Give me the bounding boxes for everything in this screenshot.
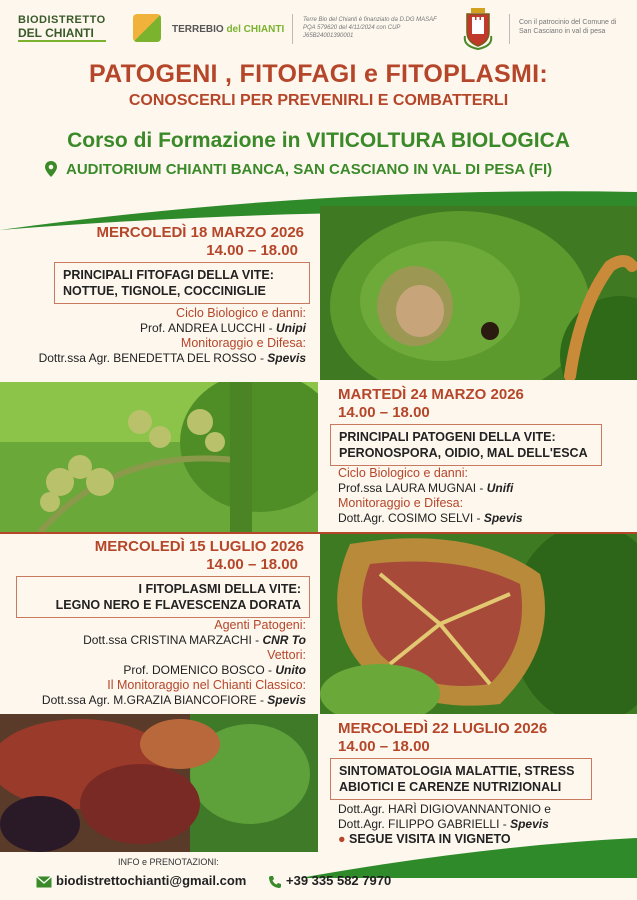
session-1-topic-line2: NOTTUE, TIGNOLE, COCCINIGLIE	[63, 284, 266, 298]
session-4-topic	[330, 758, 592, 800]
session-4-time: 14.00 – 18.00	[338, 738, 430, 755]
phone-icon	[268, 875, 282, 889]
email-icon	[36, 876, 52, 888]
session-2-topic-line2: PERONOSPORA, OIDIO, MAL DELL'ESCA	[339, 446, 588, 460]
session-2-speakers	[338, 466, 523, 526]
terrebio-leaf-icon	[133, 14, 161, 42]
email-address[interactable]: biodistrettochianti@gmail.com	[56, 873, 247, 888]
session-2-date: MARTEDÌ 24 MARZO 2026	[338, 386, 524, 403]
course-title: Corso di Formazione in VITICOLTURA BIOLOGICA	[67, 129, 570, 152]
session-1-speaker-2: Dottr.ssa Agr. BENEDETTA DEL ROSSO - Spevis	[38, 351, 306, 365]
session-3-speaker-2: Prof. DOMENICO BOSCO - Unito	[123, 663, 306, 677]
logo-divider	[292, 14, 293, 44]
session-3-speaker-1: Dott.ssa CRISTINA MARZACHI - CNR To	[83, 633, 306, 647]
session-1-date: MERCOLEDÌ 18 MARZO 2026	[96, 224, 304, 241]
financing-note: Terre Bio del Chianti è finanziato da D.DG MASAF PQA 579620 del 4/11/2024 con CUP J65B24001390001	[303, 17, 437, 39]
venue: AUDITORIUM CHIANTI BANCA, SAN CASCIANO IN VAL DI PESA (FI)	[66, 161, 553, 178]
session-2-panel	[320, 382, 637, 532]
grape-moth-larva-photo	[320, 206, 637, 380]
session-3-topic-line2: LEGNO NERO E FLAVESCENZA DORATA	[55, 598, 301, 612]
phone-number[interactable]: +39 335 582 7970	[286, 873, 392, 888]
session-4-note: ● SEGUE VISITA IN VIGNETO	[338, 832, 511, 846]
session-1-time: 14.00 – 18.00	[206, 242, 298, 259]
session-2-time: 14.00 – 18.00	[338, 404, 430, 421]
terrebio-logo-text: TERREBIO del CHIANTI	[172, 24, 285, 35]
biodistretto-logo-line1: BIODISTRETTO	[18, 14, 106, 26]
session-1-label-2: Monitoraggio e Difesa:	[180, 336, 306, 350]
session-2-topic-line1: PRINCIPALI PATOGENI DELLA VITE:	[339, 430, 556, 444]
logo-bar	[0, 0, 637, 62]
session-4-panel	[320, 714, 637, 852]
session-2-speaker-1: Prof.ssa LAURA MUGNAI - Unifi	[338, 481, 514, 495]
grape-flower-cluster-photo	[0, 382, 318, 532]
patronage-note: Con il patrocinio del Comune di San Casciano in val di pesa	[519, 19, 617, 35]
session-3-label-2: Vettori:	[267, 648, 306, 662]
session-3-label-1: Agenti Patogeni:	[214, 618, 306, 632]
main-title: PATOGENI , FITOFAGI e FITOPLASMI:	[88, 60, 548, 88]
session-1-topic	[54, 262, 310, 304]
bullet-icon: ●	[338, 832, 350, 846]
session-4-speaker-2: Dott.Agr. FILIPPO GABRIELLI - Spevis	[338, 817, 549, 831]
email-contact[interactable]	[36, 873, 246, 888]
vineyard-red-leaves-photo	[0, 714, 318, 852]
footer-swoosh	[0, 838, 637, 878]
session-3-speaker-3: Dott.ssa Agr. M.GRAZIA BIANCOFIORE - Spevis	[41, 693, 306, 707]
session-2-speaker-2: Dott.Agr. COSIMO SELVI - Spevis	[338, 511, 523, 525]
session-1-speaker-1: Prof. ANDREA LUCCHI - Unipi	[139, 321, 306, 335]
session-2-topic	[330, 424, 602, 466]
phone-contact[interactable]	[268, 873, 391, 889]
info-label: INFO e PRENOTAZIONI:	[118, 857, 219, 867]
biodistretto-logo	[18, 14, 106, 42]
session-2-label-1: Ciclo Biologico e danni:	[338, 466, 468, 480]
biodistretto-logo-line2: DEL CHIANTI	[18, 26, 106, 42]
session-3-label-3: Il Monitoraggio nel Chianti Classico:	[107, 678, 306, 692]
session-4-topic-line2: ABIOTICI E CARENZE NUTRIZIONALI	[339, 780, 562, 794]
municipality-crest-icon	[461, 6, 495, 50]
session-3-panel	[0, 534, 318, 714]
session-3-topic-line1: I FITOPLASMI DELLA VITE:	[138, 582, 301, 596]
session-1-label-1: Ciclo Biologico e danni:	[176, 306, 306, 320]
session-1-panel	[0, 220, 318, 380]
session-1-speakers	[39, 306, 306, 366]
session-1-topic-line1: PRINCIPALI FITOFAGI DELLA VITE:	[63, 268, 274, 282]
session-4-topic-line1: SINTOMATOLOGIA MALATTIE, STRESS	[339, 764, 575, 778]
logo-divider	[509, 14, 510, 44]
session-3-speakers	[42, 618, 306, 708]
session-3-date: MERCOLEDÌ 15 LUGLIO 2026	[94, 538, 304, 555]
session-3-time: 14.00 – 18.00	[206, 556, 298, 573]
session-3-topic	[16, 576, 310, 618]
main-subtitle: CONOSCERLI PER PREVENIRLI E COMBATTERLI	[128, 92, 509, 109]
session-4-speaker-1: Dott.Agr. HARÌ DIGIOVANNANTONIO e	[338, 802, 551, 816]
session-2-label-2: Monitoraggio e Difesa:	[338, 496, 464, 510]
flavescence-leaf-photo	[320, 534, 637, 714]
session-4-date: MERCOLEDÌ 22 LUGLIO 2026	[338, 720, 548, 737]
